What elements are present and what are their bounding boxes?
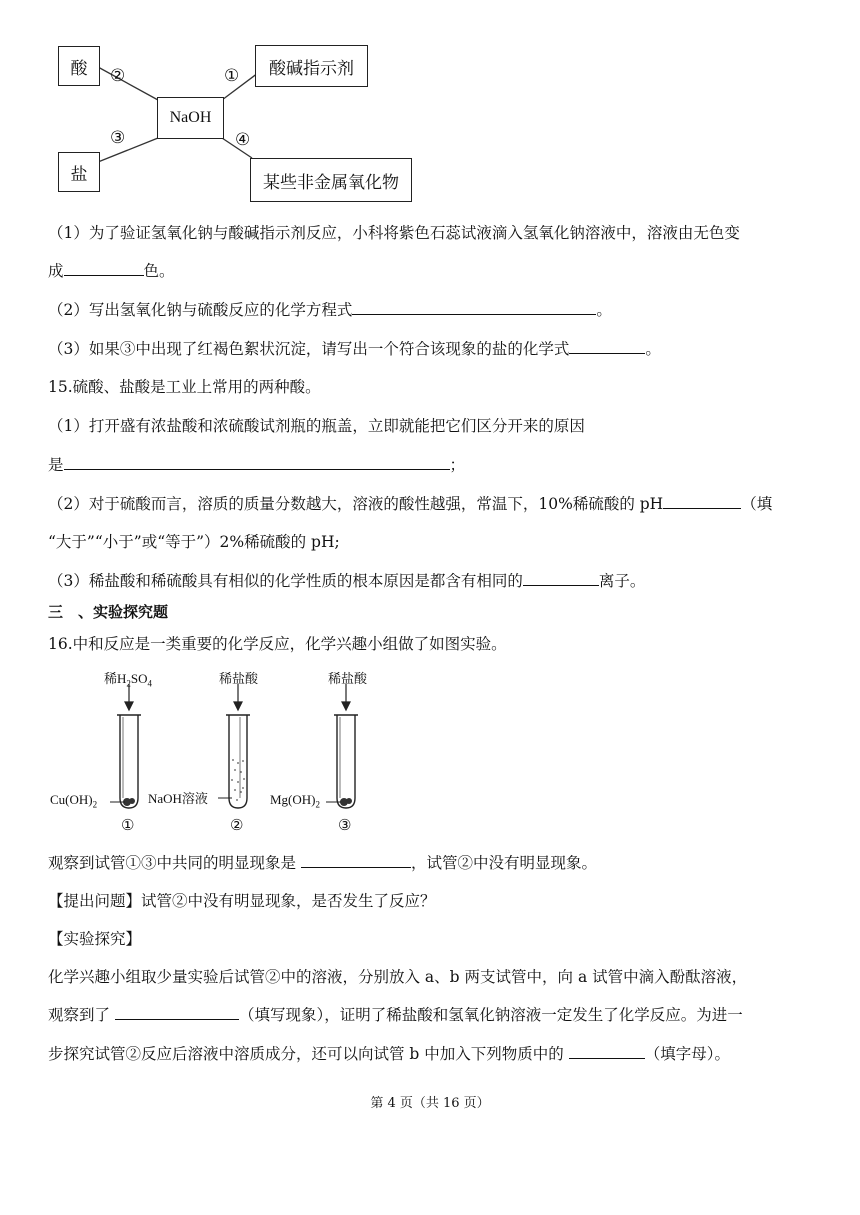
answer-blank[interactable] — [64, 261, 144, 276]
tube1-number: ① — [121, 816, 135, 834]
answer-blank[interactable] — [569, 1044, 645, 1059]
answer-blank[interactable] — [301, 853, 411, 868]
marker-1: ① — [224, 66, 240, 86]
salt-label: 盐 — [70, 164, 88, 185]
tube1-reagent: 稀$H_2SO_4$ — [104, 671, 153, 689]
naoh-property-diagram — [0, 0, 860, 200]
tube3-number: ③ — [338, 816, 352, 834]
q14-part3: （3）如果③中出现了红褐色絮状沉淀，请写出一个符合该现象的盐的化学式 。 — [48, 340, 661, 358]
tube2-reagent: 稀盐酸 — [219, 671, 259, 686]
naoh-solution — [231, 759, 245, 801]
acid-label: 酸 — [70, 58, 88, 79]
connector-salt — [98, 138, 158, 162]
q15-part1-line2: 是 ； — [48, 456, 466, 474]
answer-blank[interactable] — [663, 494, 741, 509]
answer-blank[interactable] — [523, 571, 599, 586]
oxide-box — [250, 158, 412, 202]
tube3-reagent: 稀盐酸 — [328, 671, 368, 686]
answer-blank[interactable] — [115, 1005, 239, 1020]
test-tube-2 — [229, 715, 247, 808]
answer-blank[interactable] — [569, 339, 645, 354]
answer-blank[interactable] — [352, 300, 596, 315]
tube2-number: ② — [230, 816, 244, 834]
tube2-substance: NaOH溶液 — [148, 791, 208, 806]
tube3-substance: $Mg(OH)_2$ — [270, 792, 320, 810]
tube1-substance: $Cu(OH)_2$ — [50, 792, 98, 810]
diagram-connectors — [0, 0, 860, 200]
answer-blank[interactable] — [64, 455, 450, 470]
marker-3: ③ — [110, 128, 126, 148]
oxide-label: 某些非金属氧化物 — [263, 172, 399, 193]
test-tube-figure — [0, 660, 860, 845]
q14-part2: （2）写出氢氧化钠与硫酸反应的化学方程式 。 — [48, 301, 612, 319]
acid-box — [58, 46, 100, 86]
naoh-box — [157, 97, 224, 139]
section-heading: 三 、实验探究题 — [48, 603, 169, 621]
q16-title: 16.中和反应是一类重要的化学反应，化学兴趣小组做了如图实验。 — [48, 635, 507, 653]
q14-part1-line2: 成 色。 — [48, 262, 175, 280]
q16-observation: 观察到试管①③中共同的明显现象是 ，试管②中没有明显现象。 — [48, 854, 597, 872]
page-footer: 第 4 页（共 16 页） — [370, 1096, 490, 1111]
indicator-box — [255, 45, 368, 87]
marker-2: ② — [110, 66, 126, 86]
connector-acid — [98, 67, 158, 100]
q16-para-line3: 步探究试管②反应后溶液中溶质成分，还可以向试管 b 中加入下列物质中的 （填字母）。 — [48, 1045, 730, 1063]
q15-part3: （3）稀盐酸和稀硫酸具有相似的化学性质的根本原因是都含有相同的 离子。 — [48, 572, 646, 590]
q16-para-line1: 化学兴趣小组取少量实验后试管②中的溶液，分别放入 a、b 两支试管中，向 a 试管中滴入酚酞溶液， — [48, 968, 748, 986]
q15-title: 15.硫酸、盐酸是工业上常用的两种酸。 — [48, 378, 321, 396]
q16-question: 【提出问题】试管②中没有明显现象，是否发生了反应？ — [48, 892, 436, 910]
q16-explore-heading: 【实验探究】 — [48, 930, 142, 948]
indicator-label: 酸碱指示剂 — [269, 58, 354, 79]
q15-part2-line1: （2）对于硫酸而言，溶质的质量分数越大，溶液的酸性越强，常温下，10%稀硫酸的 pH （填 — [48, 495, 773, 513]
marker-4: ④ — [235, 130, 251, 150]
q16-para-line2: 观察到了 （填写现象），证明了稀盐酸和氢氧化钠溶液一定发生了化学反应。为进一 — [48, 1006, 743, 1024]
q14-part1-line1: （1）为了验证氢氧化钠与酸碱指示剂反应，小科将紫色石蕊试液滴入氢氧化钠溶液中，溶液由无色变 — [48, 224, 740, 242]
salt-box — [58, 152, 100, 192]
q15-part2-line2: “大于”“小于”或“等于”）2%稀硫酸的 pH; — [48, 533, 340, 551]
q15-part1-line1: （1）打开盛有浓盐酸和浓硫酸试剂瓶的瓶盖，立即就能把它们区分开来的原因 — [48, 417, 585, 435]
naoh-label: NaOH — [169, 109, 212, 126]
